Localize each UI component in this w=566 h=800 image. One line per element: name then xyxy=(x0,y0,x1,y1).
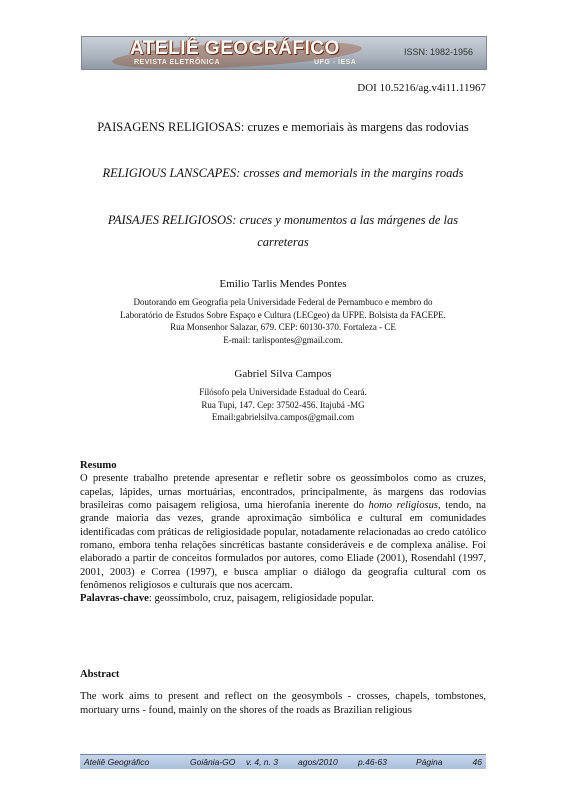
footer-date: agos/2010 xyxy=(298,757,338,767)
footer-city: Goiânia-GO xyxy=(190,757,236,767)
author-affiliation-line: Doutorando em Geografia pela Universidade Federal de Pernambuco e membro do xyxy=(133,297,433,307)
title-spanish-line1: PAISAJES RELIGIOSOS: cruces y monumentos a las márgenes de las xyxy=(107,213,459,227)
keywords-line xyxy=(80,592,486,605)
journal-logo-subtitle: REVISTA ELETRÔNICA xyxy=(134,59,221,66)
resumo-italic-term: homo religiosus, xyxy=(368,500,441,512)
title-portuguese: PAISAGENS RELIGIOSAS: cruzes e memoriais às margens das rodovias xyxy=(97,120,469,134)
journal-logo-title: ATELIÊ GEOGRÁFICO xyxy=(130,38,340,59)
author-address-line: Rua Tupi, 147. Cep: 37502-456. Itajubá -MG xyxy=(201,399,365,410)
author-name: Emilio Tarlis Mendes Pontes xyxy=(219,278,347,290)
journal-logo-institution: UFG - IESA xyxy=(314,59,357,66)
footer-journal: Ateliê Geográfico xyxy=(84,757,150,767)
author-block-2 xyxy=(80,368,486,424)
page-footer xyxy=(80,754,486,769)
resumo-section xyxy=(80,459,486,606)
author-email: Email:gabrielsilva.campos@gmail.com xyxy=(211,412,355,422)
keywords-text: : geossímbolo, cruz, paisagem, religiosidade popular. xyxy=(148,593,374,605)
keywords-label: Palavras-chave xyxy=(80,593,149,605)
footer-pages: p.46-63 xyxy=(358,757,387,767)
title-spanish xyxy=(80,209,486,253)
title-english: RELIGIOUS LANSCAPES: crosses and memorials in the margins roads xyxy=(102,166,464,180)
footer-page-label: Página xyxy=(416,757,443,767)
author-name: Gabriel Silva Campos xyxy=(234,368,332,380)
author-block-1 xyxy=(80,278,486,346)
issn-label: ISSN: 1982-1956 xyxy=(404,47,474,57)
resumo-body xyxy=(80,472,486,592)
author-email: E-mail: tarlispontes@gmail.com. xyxy=(223,334,343,345)
footer-page-number: 46 xyxy=(472,757,482,767)
author-affiliation-line: Laboratório de Estudos Sobre Espaço e Cultura (LECgeo) da UFPE. Bolsista da FACEPE. xyxy=(120,309,446,320)
footer-volume: v. 4, n. 3 xyxy=(246,757,278,767)
journal-header-banner xyxy=(81,36,487,70)
author-affiliation-line: Filósofo pela Universidade Estadual do Ceará. xyxy=(199,387,367,397)
doi-text: DOI 10.5216/ag.v4i11.11967 xyxy=(357,82,486,94)
abstract-heading: Abstract xyxy=(80,669,120,680)
resumo-heading: Resumo xyxy=(80,460,117,471)
abstract-body: The work aims to present and reflect on the geosymbols - crosses, chapels, tombstones, mortuary urns - found, mainly on the shores of the roads as Brazilian religious xyxy=(80,691,486,716)
title-spanish-line2: carreteras xyxy=(257,235,309,249)
resumo-text-part: tendo, na grande maioria das vezes, grande aproximação simbólica e cultural em comunidades identificadas com práticas de religiosidade popular, notadamente relacionadas ao credo católico romano, embora tenha relações sincréticas bastante consideráveis e de complexa análise. Foi elaborado a partir de conceitos formulados por autores, como Eliade (2001), Rosendahl (1997, 2001, 2003) e Correa (1997), e busca ampliar o diálogo da geografia cultural com os fenômenos religiosos e culturais que nos acercam. xyxy=(80,500,486,592)
author-address-line: Rua Monsenhor Salazar, 679. CEP: 60130-370. Fortaleza - CE xyxy=(170,322,396,332)
abstract-section xyxy=(80,668,486,717)
resumo-text-part: O presente trabalho pretende apresentar e refletir sobre os geossímbolos como as cruzes, capelas, lápides, urnas mortuárias, encontrados, principalmente, às margens das rodovias brasileiras como paisagem religiosa, uma hierofania inerente do xyxy=(80,473,486,512)
